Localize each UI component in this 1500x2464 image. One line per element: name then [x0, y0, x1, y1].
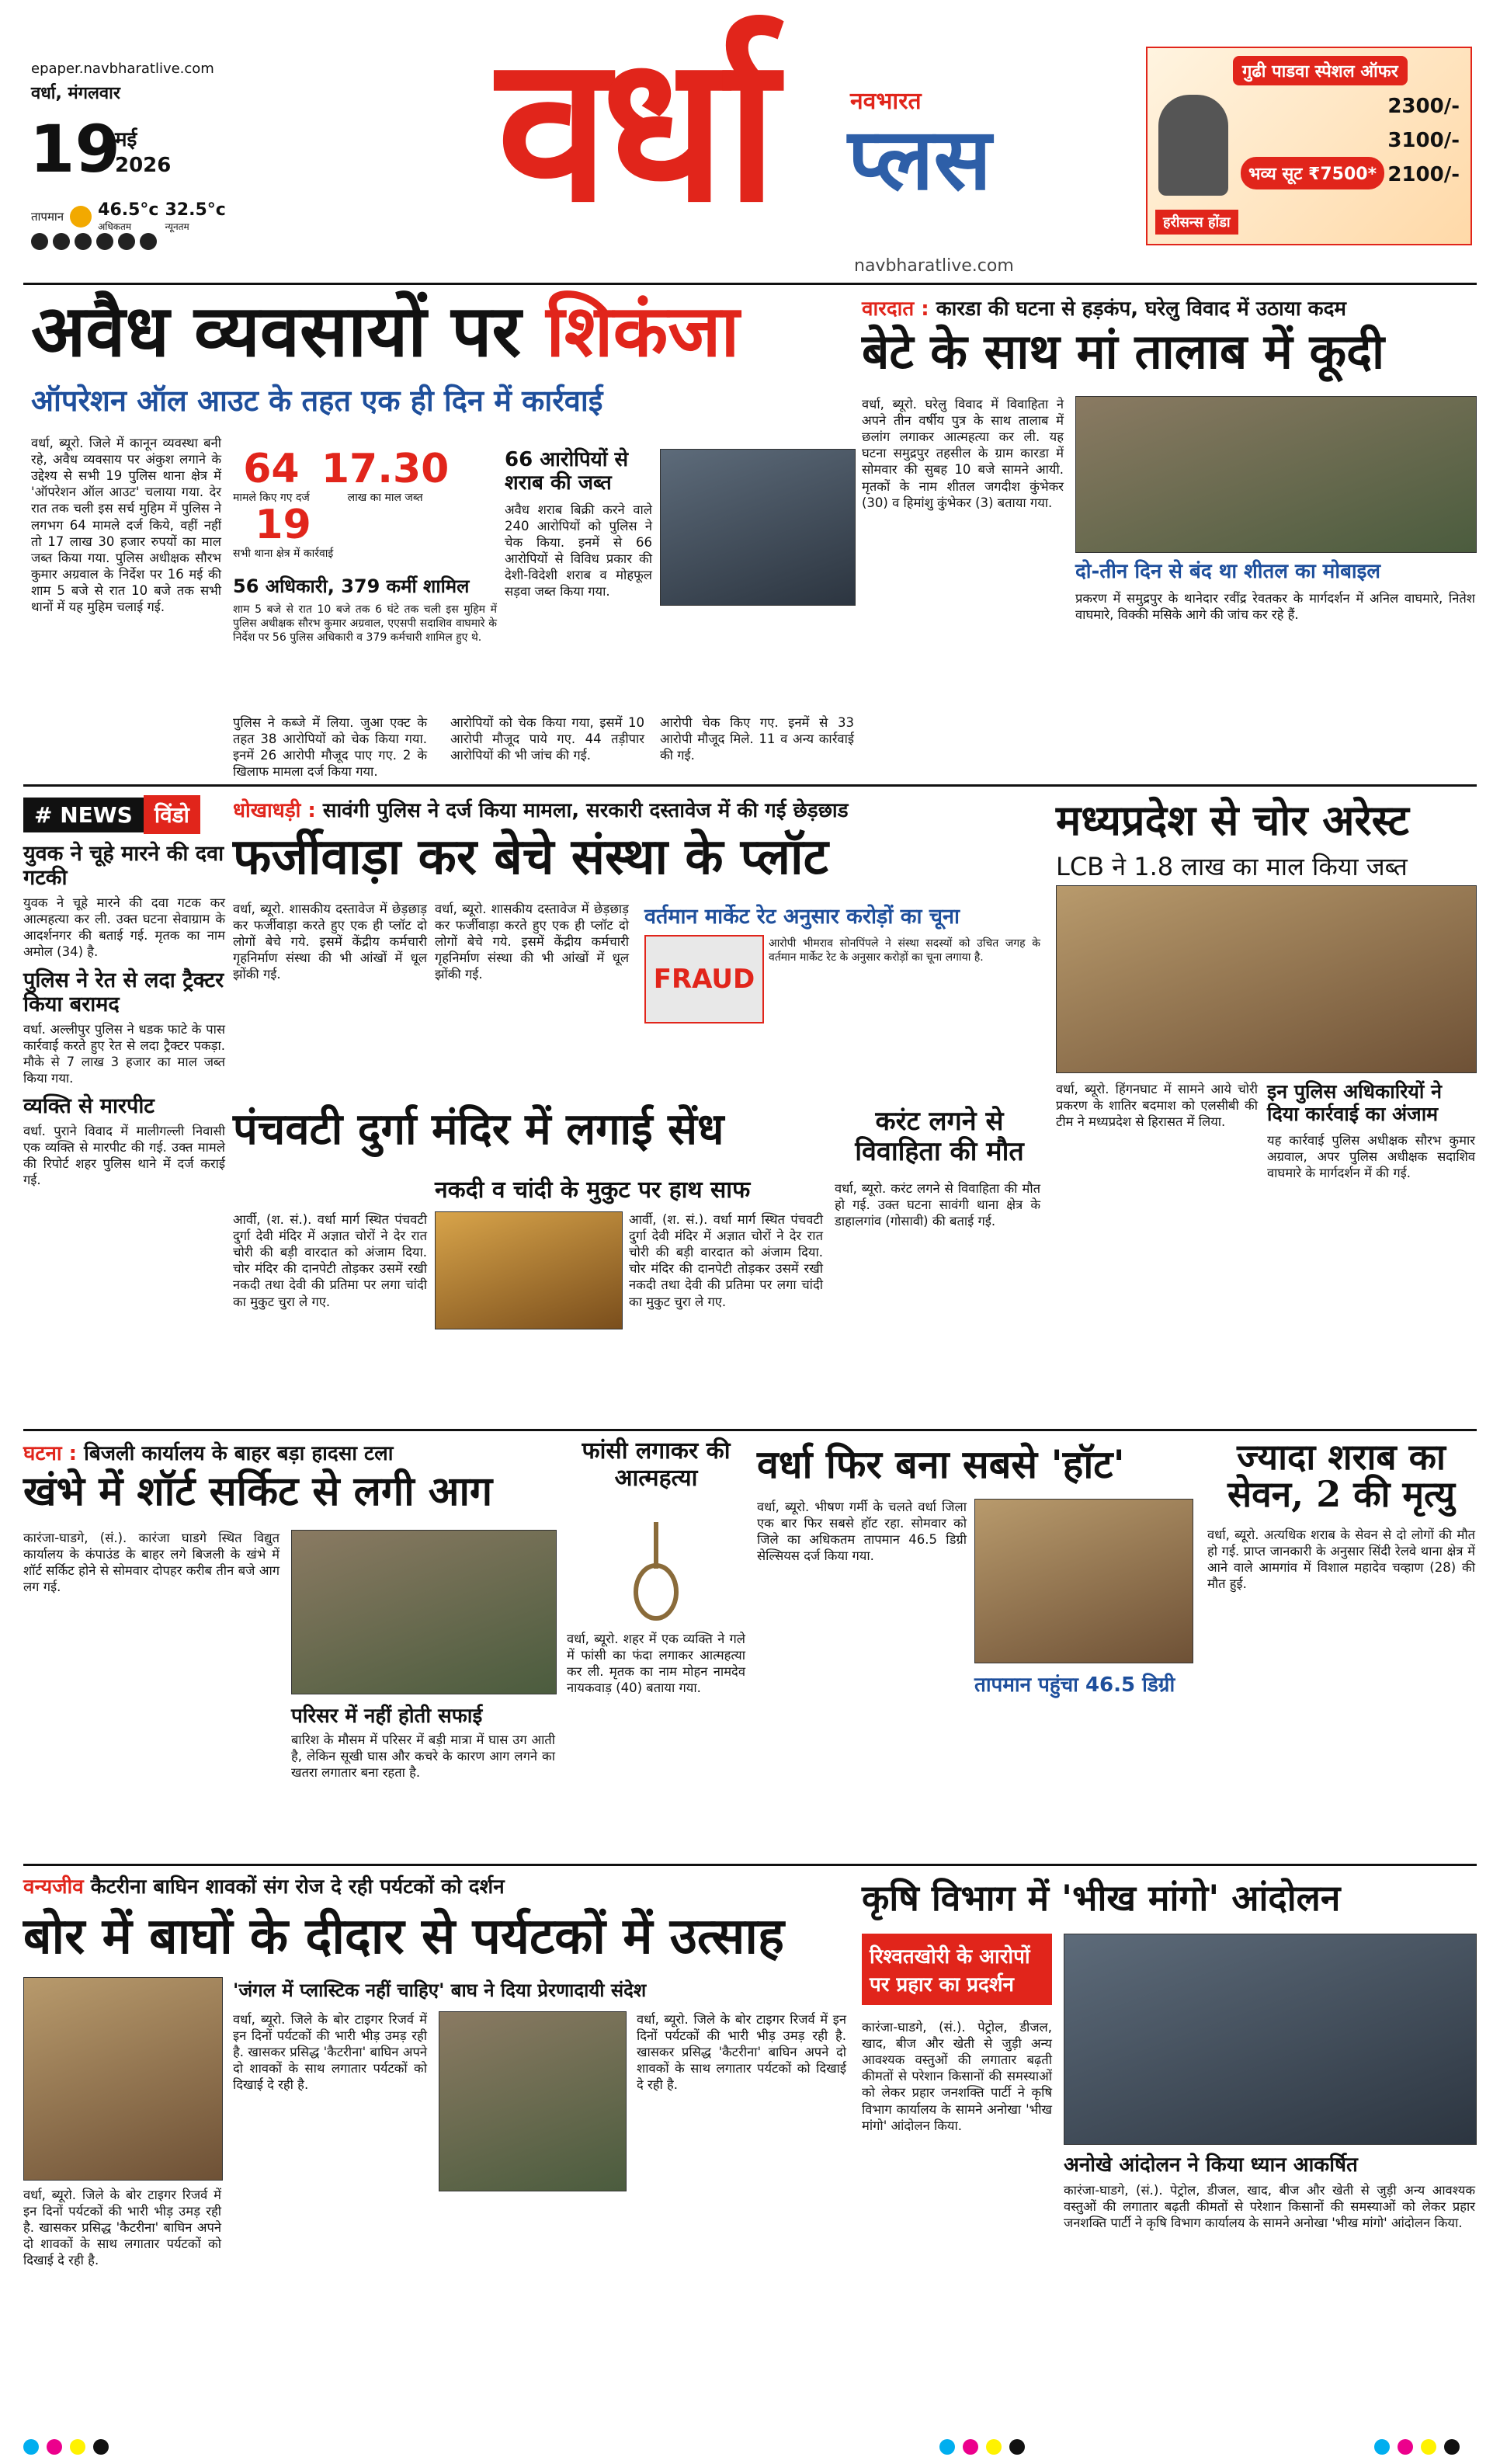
mp-side-headline: इन पुलिस अधिकारियों ने दिया कार्रवाई का अंजाम: [1267, 1080, 1442, 1125]
fraud-box: [644, 901, 1040, 995]
epaper-url[interactable]: epaper.navbharatlive.com: [31, 61, 214, 77]
newspaper-logo: वर्धा: [497, 10, 770, 247]
whatsapp-icon[interactable]: [140, 233, 157, 250]
lead-stats: [233, 446, 497, 645]
fire-photo: [291, 1530, 557, 1694]
temple-body-2: आर्वी, (श. सं.). वर्धा मार्ग स्थित पंचवटी दुर्गा देवी मंदिर में अज्ञात चोरों ने देर रात चोरी की बड़ी वारदात को अंजाम दिया. चोर मंदिर की दानपेटी तोड़कर उसमें रखी नकदी तथा देवी की प्रतिमा पर लगा चांदी का मुकुट चुरा ले गए.: [629, 1212, 823, 1309]
section-rule-2: [23, 1429, 1477, 1431]
ad-offer: भव्य सूट ₹7500*: [1241, 157, 1384, 189]
wildlife-body-2: वर्धा, ब्यूरो. जिले के बोर टाइगर रिजर्व में इन दिनों पर्यटकों की भारी भीड़ उमड़ रही है. खासकर प्रसिद्ध 'कैटरीना' बाघिन अपने दो शावकों के साथ लगातार पर्यटकों को दिखाई दे रही है.: [233, 2012, 427, 2093]
lead-story: [31, 289, 854, 420]
wildlife-kicker: वन्यजीव कैटरीना बाघिन शावकों संग रोज दे रही पर्यटकों को दर्शन: [23, 1875, 505, 1899]
registration-marks-right: [1374, 2439, 1460, 2455]
lead-headline: [31, 289, 854, 373]
temp-min-label: न्यूनतम: [165, 221, 189, 232]
wildlife-body-3: वर्धा, ब्यूरो. जिले के बोर टाइगर रिजर्व में इन दिनों पर्यटकों की भारी भीड़ उमड़ रही है. खासकर प्रसिद्ध 'कैटरीना' बाघिन अपने दो शावकों के साथ लगातार पर्यटकों को दिखाई दे रही है.: [637, 2012, 846, 2093]
instagram-icon[interactable]: [75, 233, 92, 250]
wildlife-subhead: 'जंगल में प्लास्टिक नहीं चाहिए' बाघ ने दिया प्रेरणादायी संदेश: [233, 1979, 647, 2001]
brief-3-body: वर्धा. पुराने विवाद में मालीगल्ली निवासी एक व्यक्ति से मारपीट की गई. उक्त मामले की रिपोर्ट शहर पुलिस थाने में दर्ज कराई गई.: [23, 1124, 225, 1188]
lead-body-1: वर्धा, ब्यूरो. जिले में कानून व्यवस्था बनी रहे, अवैध व्यवसाय पर अंकुश लगाने के उद्देश्य से सभी 19 पुलिस थाना क्षेत्र में 'ऑपरेशन ऑल आउट' चलाया गया. देर रात तक चली इस सर्च मुहिम में पुलिस ने लगभग 64 मामले दर्ज किये, वहीं नहीं तो 17 लाख 30 हजार रुपयों का माल जब्त किया गया. पुलिस अधीक्षक सौरभ कुमार अग्रवाल के निर्देश पर 16 मई की शाम 5 बजे से रात 10 बजे तक सभी थानों में यह मुहिम चलाई गई.: [31, 436, 221, 615]
stat-seized: 17.30 लाख का माल जब्त: [321, 446, 450, 504]
ad-headline: गुढी पाडवा स्पेशल ऑफर: [1233, 56, 1408, 85]
fire-body: कारंजा-घाडगे, (सं.). कारंजा घाडगे स्थित विद्युत कार्यालय के कंपाउंड के बाहर लगे बिजली के खंभे में शॉर्ट सर्किट होने से सोमवार दोपहर करीब तीन बजे आग लग गई.: [23, 1531, 280, 1595]
electric-headline: करंट लगने से विवाहिता की मौत: [855, 1106, 1024, 1168]
vardat-kicker: वारदात : कारडा की घटना से हड़कंप, घरेलु विवाद में उठाया कदम: [862, 297, 1346, 321]
fire-headline: खंभे में शॉर्ट सर्किट से लगी आग: [23, 1468, 493, 1515]
news-window: [23, 795, 225, 1189]
hot-photo-caption: तापमान पहुंचा 46.5 डिग्री: [974, 1673, 1175, 1697]
lead-side: [505, 449, 652, 599]
fraud-headline: फर्जीवाड़ा कर बेचे संस्था के प्लॉट: [233, 828, 828, 886]
thief-illustration: [435, 1211, 623, 1329]
temp-min: 32.5°c: [165, 200, 226, 220]
fire-sub-headline: परिसर में नहीं होती सफाई: [291, 1705, 483, 1728]
honda-advertisement[interactable]: [1146, 47, 1472, 245]
stat-caption: 56 अधिकारी, 379 कर्मी शामिल: [233, 575, 470, 597]
brand-navbharat: नवभारत: [850, 88, 922, 115]
stat-cases: 64 मामले किए गए दर्ज: [233, 446, 310, 504]
suicide-body: वर्धा, ब्यूरो. शहर में एक व्यक्ति ने गले में फांसी का फंदा लगाकर आत्महत्या कर ली. मृतक का नाम मोहन नामदेव नायकवाड़ (40) बताया गया.: [567, 1632, 745, 1696]
mp-body: वर्धा, ब्यूरो. हिंगनघाट में सामने आये चोरी प्रकरण के शातिर बदमाश को एलसीबी की टीम ने मध्यप्रदेश से हिरासत में लिया.: [1056, 1082, 1258, 1130]
agri-body-2: कारंजा-घाडगे, (सं.). पेट्रोल, डीजल, खाद, बीज और खेती से जुड़ी अन्य आवश्यक वस्तुओं की लगातार बढ़ती कीमतों से परेशान किसानों की समस्याओं को लेकर प्रहार जनशक्ति पार्टी ने कृषि विभाग कार्यालय के सामने अनोखा 'भीख मांगो' आंदोलन किया.: [1064, 2183, 1475, 2231]
lead-body-3: आरोपियों को चेक किया गया, इसमें 10 आरोपी मौजूद पाये गए. 44 तड़ीपार आरोपियों की भी जांच की गई.: [450, 715, 644, 763]
vardat-body-2: प्रकरण में समुद्रपुर के थानेदार रवींद्र रेवतकर के मार्गदर्शन में अनिल वाघमारे, नितेश वाघमारे, विक्की मसिके आगे की जांच कर रहे हैं.: [1075, 591, 1475, 623]
heat-women-photo: [974, 1499, 1193, 1663]
arrest-group-photo: [1056, 885, 1477, 1073]
dateline-date: 19: [30, 111, 120, 187]
agri-body: कारंजा-घाडगे, (सं.). पेट्रोल, डीजल, खाद, बीज और खेती से जुड़ी अन्य आवश्यक वस्तुओं की लगातार बढ़ती कीमतों से परेशान किसानों की समस्याओं को लेकर प्रहार जनशक्ति पार्टी ने कृषि विभाग कार्यालय के सामने अनोखा 'भीख मांगो' आंदोलन किया.: [862, 2020, 1052, 2133]
brief-1-headline: युवक ने चूहे मारने की दवा गटकी: [23, 842, 224, 891]
temple-subhead: नकदी व चांदी के मुकुट पर हाथ साफ: [435, 1176, 751, 1204]
temp-label: तापमान: [31, 210, 64, 224]
youtube-icon[interactable]: [96, 233, 113, 250]
ad-price-3: 2100/-: [1387, 163, 1460, 186]
liquor-body: वर्धा, ब्यूरो. अत्यधिक शराब के सेवन से दो लोगों की मौत हो गई. प्राप्त जानकारी के अनुसार सिंदी रेलवे थाना क्षेत्र में आने वाले आमगांव में विशाल महादेव चव्हाण (28) की मौत हुई.: [1207, 1527, 1475, 1592]
stat-stations: 19 सभी थाना क्षेत्र में कार्रवाई: [233, 502, 334, 560]
agri-box: रिश्वतखोरी के आरोपों पर प्रहार का प्रदर्शन: [862, 1934, 1052, 2005]
liquor-headline: ज्यादा शराब का सेवन, 2 की मृत्यु: [1227, 1436, 1456, 1516]
fraud-kicker: धोखाधड़ी : सावंगी पुलिस ने दर्ज किया मामला, सरकारी दस्तावेज में की गई छेड़छाड: [233, 799, 849, 822]
lead-body-2: पुलिस ने कब्जे में लिया. जुआ एक्ट के तहत 38 आरोपियों को चेक किया गया. इनमें 26 आरोपी मौजूद पाए गए. 2 के खिलाफ मामला दर्ज किया गया.: [233, 715, 427, 780]
noose-icon: [613, 1522, 699, 1623]
dateline-month: मई: [115, 128, 137, 151]
temple-headline: पंचवटी दुर्गा मंदिर में लगाई सेंध: [233, 1103, 724, 1155]
village-crowd-photo: [1075, 396, 1477, 553]
ad-price-2: 3100/-: [1387, 129, 1460, 152]
liquor-seizure-photo: [660, 449, 856, 606]
x-icon[interactable]: [53, 233, 70, 250]
facebook-icon[interactable]: [31, 233, 48, 250]
mp-side-body: यह कार्रवाई पुलिस अधीक्षक सौरभ कुमार अग्रवाल, अपर पुलिस अधीक्षक सदाशिव वाघमारे के मार्गदर्शन में की गई.: [1267, 1132, 1475, 1180]
vardat-body: वर्धा, ब्यूरो. घरेलु विवाद में विवाहिता ने अपने तीन वर्षीय पुत्र के साथ तालाब में छलांग लगाकर आत्महत्या कर ली. यह घटना समुद्रपुर तहसील के ग्राम कारडा में सोमवार की सुबह 10 बजे सामने आयी. मृतकों के नाम शीतल जगदीश कुंभेकर (30) व हिमांशु कुंभेकर (3) बताया गया.: [862, 397, 1064, 510]
lead-side-body: अवैध शराब बिक्री करने वाले 240 आरोपियों को पुलिस ने चेक किया. इनमें से 66 आरोपियों से विविध प्रकार की देशी-विदेशी शराब व मोहफूल सड़वा जब्त किया गया.: [505, 502, 652, 599]
registration-marks-left: [23, 2439, 109, 2455]
mp-side: [1267, 1081, 1475, 1181]
fraud-body-2: वर्धा, ब्यूरो. शासकीय दस्तावेज में छेड़छाड़ कर फर्जीवाड़ा करते हुए एक ही प्लॉट दो लोगों बेचे गये. इसमें केंद्रीय कर्मचारी गृहनिर्माण संस्था की भी आंखों में धूल झोंकी गई.: [435, 902, 629, 982]
sun-icon: [70, 206, 92, 228]
brief-1-body: युवक ने चूहे मारने की दवा गटक कर आत्महत्या कर ली. उक्त घटना सेवाग्राम के आदर्शनगर की बताई गई. मृतक का नाम अमोल (34) है.: [23, 895, 225, 960]
ad-price-1: 2300/-: [1387, 95, 1460, 118]
brief-2-headline: पुलिस ने रेत से लदा ट्रैक्टर किया बरामद: [23, 968, 224, 1017]
brief-2-body: वर्धा. अल्लीपुर पुलिस ने धडक फाटे के पास कार्रवाई करते हुए रेत से लदा ट्रैक्टर पकड़ा. मौके से 7 लाख 3 हजार का माल जब्त किया गया.: [23, 1021, 225, 1086]
social-icons: [31, 233, 157, 250]
suicide-headline: फांसी लगाकर की आत्महत्या: [582, 1437, 731, 1492]
temple-body: आर्वी, (श. सं.). वर्धा मार्ग स्थित पंचवटी दुर्गा देवी मंदिर में अज्ञात चोरों ने देर रात चोरी की बड़ी वारदात को अंजाम दिया. चोर मंदिर की दानपेटी तोड़कर उसमें रखी नकदी तथा देवी की प्रतिमा पर लगा चांदी का मुकुट चुरा ले गए.: [233, 1212, 427, 1309]
brief-3-headline: व्यक्ति से मारपीट: [23, 1094, 155, 1119]
weather-box: [31, 200, 226, 233]
fraud-box-body: आरोपी भीमराव सोनपिंपले ने संस्था सदस्यों को उचित जगह के वर्तमान मार्केट रेट के अनुसार करोड़ों का चूना लगाया है.: [769, 937, 1040, 964]
lead-headline-a: अवैध व्यवसायों पर: [31, 289, 522, 373]
protest-photo: [1064, 1934, 1477, 2145]
fraud-body: वर्धा, ब्यूरो. शासकीय दस्तावेज में छेड़छाड़ कर फर्जीवाड़ा करते हुए एक ही प्लॉट दो लोगों बेचे गये. इसमें केंद्रीय कर्मचारी गृहनिर्माण संस्था की भी आंखों में धूल झोंकी गई.: [233, 902, 427, 982]
brand-plus: प्लस: [848, 109, 991, 209]
linkedin-icon[interactable]: [118, 233, 135, 250]
fire-sub-body: बारिश के मौसम में परिसर में बड़ी मात्रा में घास उग आती है, लेकिन सूखी घास और कचरे के कारण आग लगने का खतरा लगातार बना रहता है.: [291, 1732, 555, 1781]
lead-side-headline: 66 आरोपियों से शराब की जब्त: [505, 448, 629, 495]
dateline-day: वर्धा, मंगलवार: [31, 84, 120, 103]
mp-subhead: LCB ने 1.8 लाख का माल किया जब्त: [1056, 852, 1408, 881]
wildlife-body: वर्धा, ब्यूरो. जिले के बोर टाइगर रिजर्व में इन दिनों पर्यटकों की भारी भीड़ उमड़ रही है. खासकर प्रसिद्ध 'कैटरीना' बाघिन अपने दो शावकों के साथ लगातार पर्यटकों को दिखाई दे रही है.: [23, 2188, 221, 2268]
fraud-stamp-image: FRAUD: [644, 935, 764, 1023]
agri-headline: कृषि विभाग में 'भीख मांगो' आंदोलन: [862, 1877, 1341, 1919]
temp-max-label: अधिकतम: [98, 221, 132, 232]
fraud-box-headline: वर्तमान मार्केट रेट अनुसार करोड़ों का चूना: [644, 905, 960, 929]
temp-max: 46.5°c: [98, 200, 159, 220]
scooter-image: [1158, 95, 1228, 196]
agri-photo-caption: अनोखे आंदोलन ने किया ध्यान आकर्षित: [1064, 2153, 1358, 2177]
lead-subhead: ऑपरेशन ऑल आउट के तहत एक ही दिन में कार्रवाई: [31, 383, 603, 418]
hot-body: वर्धा, ब्यूरो. भीषण गर्मी के चलते वर्धा जिला एक बार फिर सबसे हॉट रहा. सोमवार को जिले का अधिकतम तापमान 46.5 डिग्री सेल्सियस दर्ज किया गया.: [757, 1500, 967, 1564]
ad-dealer: हरीसन्स होंडा: [1155, 210, 1238, 235]
dateline-year: 2026: [115, 154, 172, 177]
tiger-photo: [23, 1977, 223, 2181]
vardat-photo-caption: दो-तीन दिन से बंद था शीतल का मोबाइल: [1075, 560, 1381, 583]
vardat-headline: बेटे के साथ मां तालाब में कूदी: [862, 323, 1385, 380]
section-rule-3: [23, 1864, 1477, 1866]
stat-body: शाम 5 बजे से रात 10 बजे तक 6 घंटे तक चली इस मुहिम में पुलिस अधीक्षक सौरभ कुमार अग्रवाल, एएसपी सदाशिव वाघमारे के निर्देश पर 56 पुलिस अधिकारी व 379 कर्मचारी शामिल हुए थे.: [233, 603, 497, 644]
section-rule-1: [23, 784, 1477, 787]
lead-headline-b: शिकंजा: [546, 289, 740, 373]
website-url[interactable]: navbharatlive.com: [854, 256, 1014, 276]
mp-headline: मध्यप्रदेश से चोर अरेस्ट: [1056, 795, 1409, 845]
electric-body: वर्धा, ब्यूरो. करंट लगने से विवाहिता की मौत हो गई. उक्त घटना सावंगी थाना क्षेत्र के डाहालगांव (गोसावी) की बताई गई.: [835, 1181, 1040, 1229]
masthead-rule: [23, 283, 1477, 285]
registration-marks-center: [939, 2439, 1025, 2455]
fire-kicker: घटना : बिजली कार्यालय के बाहर बड़ा हादसा टला: [23, 1442, 394, 1465]
wildlife-headline: बोर में बाघों के दीदार से पर्यटकों में उत्साह: [23, 1907, 784, 1965]
tiger-plastic-photo: [439, 2011, 627, 2191]
news-window-tab: # NEWS विंडो: [23, 795, 225, 834]
hot-headline: वर्धा फिर बना सबसे 'हॉट': [757, 1441, 1125, 1487]
lead-body-4: आरोपी चेक किए गए. इनमें से 33 आरोपी मौजूद मिले. 11 व अन्य कार्रवाई की गई.: [660, 715, 854, 763]
